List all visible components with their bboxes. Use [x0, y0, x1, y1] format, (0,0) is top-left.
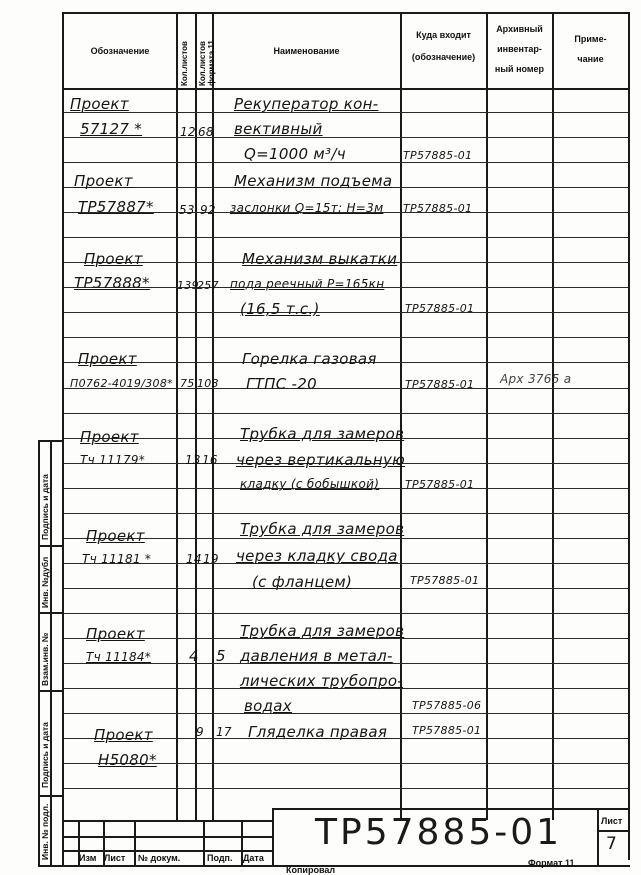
- entry-8-designation-2: Н5080*: [98, 751, 157, 769]
- tb-v3: [134, 820, 136, 866]
- entry-3-designation-2: ТР57888*: [74, 274, 150, 292]
- entry-1-designation-2: 57127 *: [80, 120, 143, 138]
- entry-7-name-4: водах: [244, 697, 292, 715]
- row-line: [64, 137, 628, 138]
- entry-8-sheets: 9: [196, 725, 204, 739]
- entry-3-sheets: 139: [177, 279, 199, 292]
- col-line-5: [486, 12, 488, 820]
- tb-v6: [272, 808, 274, 866]
- row-line: [64, 713, 628, 714]
- entry-3-designation-1: Проект: [84, 250, 143, 268]
- entry-6-name-1: Трубка для замеров: [240, 520, 405, 538]
- tb-data: Дата: [243, 853, 264, 863]
- row-line: [64, 788, 628, 789]
- entry-7-sheets: 4: [189, 647, 199, 665]
- entry-7-name-2: давления в метал-: [240, 647, 393, 665]
- header-sheet-count-format-text: Кол.листов формата 11: [198, 40, 216, 86]
- header-archive-1: Архивный: [496, 24, 543, 34]
- tb-sheet-left: [597, 808, 599, 866]
- tb-doc-no: № докум.: [138, 853, 181, 863]
- col-line-1: [176, 12, 178, 820]
- entry-7-name-1: Трубка для замеров: [240, 622, 405, 640]
- entry-1-designation-1: Проект: [70, 95, 129, 113]
- header-designation: Обозначение: [90, 46, 150, 56]
- entry-5-name-1: Трубка для замеров: [240, 425, 405, 443]
- margin-vzam: Взам.инв. №: [40, 632, 50, 686]
- row-line: [64, 312, 628, 313]
- entry-4-name-1: Горелка газовая: [242, 350, 377, 368]
- entry-3-name-2: пода реечный Р=165кн: [230, 277, 385, 291]
- tb-list: Лист: [104, 853, 126, 863]
- entry-8-where-used: ТР57885-01: [412, 724, 482, 737]
- entry-6-name-2: через кладку свода: [236, 547, 398, 565]
- entry-4-name-2: ГТПС -20: [246, 375, 317, 393]
- tb-sheet-no: 7: [606, 834, 618, 854]
- header-name: Наименование: [273, 46, 340, 56]
- entry-8-sheets11: 17: [216, 725, 232, 739]
- entry-2-designation-1: Проект: [74, 172, 133, 190]
- entry-4-sheets: 75: [180, 377, 195, 390]
- entry-1-sheets11: 68: [198, 125, 214, 139]
- entry-4-designation-2: П0762-4019/308*: [70, 377, 173, 390]
- header-note-1: Приме-: [574, 34, 607, 44]
- row-line: [64, 337, 628, 338]
- margin-top: [38, 440, 62, 442]
- tb-sheet-mid: [597, 830, 629, 832]
- row-line: [64, 162, 628, 163]
- tb-podp: Подп.: [207, 853, 233, 863]
- header-archive-2: инвентар-: [497, 44, 542, 54]
- entry-4-where-used: ТР57885-01: [405, 378, 475, 391]
- footer-kopiroval: Копировал: [286, 865, 336, 875]
- header-sheet-count: Кол.листов: [180, 41, 189, 86]
- col-line-4: [400, 12, 402, 820]
- margin-inv-podl: Инв. № подл.: [40, 803, 50, 860]
- entry-7-where-used: ТР57885-06: [412, 699, 482, 712]
- entry-3-where-used: ТР57885-01: [405, 302, 475, 315]
- row-line: [64, 613, 628, 614]
- entry-4-archive: Арх 3765 а: [500, 372, 572, 386]
- row-line: [64, 513, 628, 514]
- entry-3-sheets11: 257: [197, 279, 219, 292]
- frame-right: [628, 12, 630, 860]
- frame-top: [62, 12, 630, 14]
- entry-6-where-used: ТР57885-01: [410, 574, 480, 587]
- entry-1-sheets: 12: [180, 125, 196, 139]
- entry-6-sheets11: 19: [203, 552, 219, 566]
- margin-sign-date-1: Подпись и дата: [40, 474, 50, 540]
- header-note-2: чание: [577, 54, 604, 64]
- entry-6-name-3: (с фланцем): [252, 573, 353, 591]
- entry-5-designation-2: Тч 11179*: [80, 453, 146, 467]
- entry-2-designation-2: ТР57887*: [78, 198, 154, 216]
- entry-1-name-3: Q=1000 м³/ч: [244, 145, 346, 163]
- entry-5-designation-1: Проект: [80, 428, 139, 446]
- col-line-6: [552, 12, 554, 820]
- entry-5-sheets11: 16: [202, 453, 218, 467]
- header-bottom-line: [62, 88, 630, 90]
- entry-1-where-used: ТР57885-01: [403, 149, 473, 162]
- tb-v4: [203, 820, 205, 866]
- entry-2-where-used: ТР57885-01: [403, 202, 473, 215]
- entry-4-sheets11: 103: [197, 377, 219, 390]
- entry-8-name-1: Гляделка правая: [248, 723, 388, 741]
- entry-6-designation-2: Тч 11181 *: [82, 552, 152, 566]
- margin-sign-date-2: Подпись и дата: [40, 722, 50, 788]
- entry-1-name-1: Рекуператор кон-: [234, 95, 379, 113]
- header-where-used-2: (обозначение): [411, 52, 476, 62]
- entry-1-name-2: вективный: [234, 120, 323, 138]
- row-line: [64, 237, 628, 238]
- entry-7-sheets11: 5: [216, 647, 226, 665]
- entry-2-sheets: 53: [179, 203, 195, 217]
- row-line: [64, 413, 628, 414]
- margin-sep-2: [38, 612, 62, 614]
- entry-2-sheets11: 92: [200, 203, 216, 217]
- entry-7-designation-2: Тч 11184*: [86, 650, 152, 664]
- header-where-used-1: Куда входит: [416, 30, 471, 40]
- tb-code-top: [272, 808, 628, 810]
- entry-5-name-3: кладку (с бобышкой): [240, 477, 380, 491]
- entry-7-designation-1: Проект: [86, 625, 145, 643]
- entry-8-designation-1: Проект: [94, 726, 153, 744]
- entry-7-name-3: лических трубопро-: [240, 672, 404, 690]
- document-code: ТР57885-01: [315, 812, 563, 853]
- entry-5-sheets: 13: [185, 453, 201, 467]
- entry-2-name-2: заслонки Q=15т; Н=3м: [230, 201, 384, 215]
- footer-format: Формат 11: [528, 858, 575, 868]
- tb-izm: Изм: [79, 853, 97, 863]
- margin-line-inner: [50, 440, 52, 867]
- entry-6-designation-1: Проект: [86, 527, 145, 545]
- margin-sep-3: [38, 690, 62, 692]
- entry-5-name-2: через вертикальную: [236, 451, 406, 469]
- entry-5-where-used: ТР57885-01: [405, 478, 475, 491]
- header-archive-3: ный номер: [494, 64, 545, 74]
- row-line: [64, 538, 628, 539]
- entry-4-designation-1: Проект: [78, 350, 137, 368]
- tb-sheet-label: Лист: [601, 816, 623, 826]
- entry-2-name-1: Механизм подъема: [234, 172, 393, 190]
- margin-sep-1: [38, 545, 62, 547]
- margin-sep-4: [38, 795, 62, 797]
- entry-3-name-3: (16,5 т.с.): [240, 300, 320, 318]
- entry-6-sheets: 14: [186, 552, 202, 566]
- entry-3-name-1: Механизм выкатки: [242, 250, 398, 268]
- margin-inv-dubl: Инв. №дубл: [40, 556, 50, 608]
